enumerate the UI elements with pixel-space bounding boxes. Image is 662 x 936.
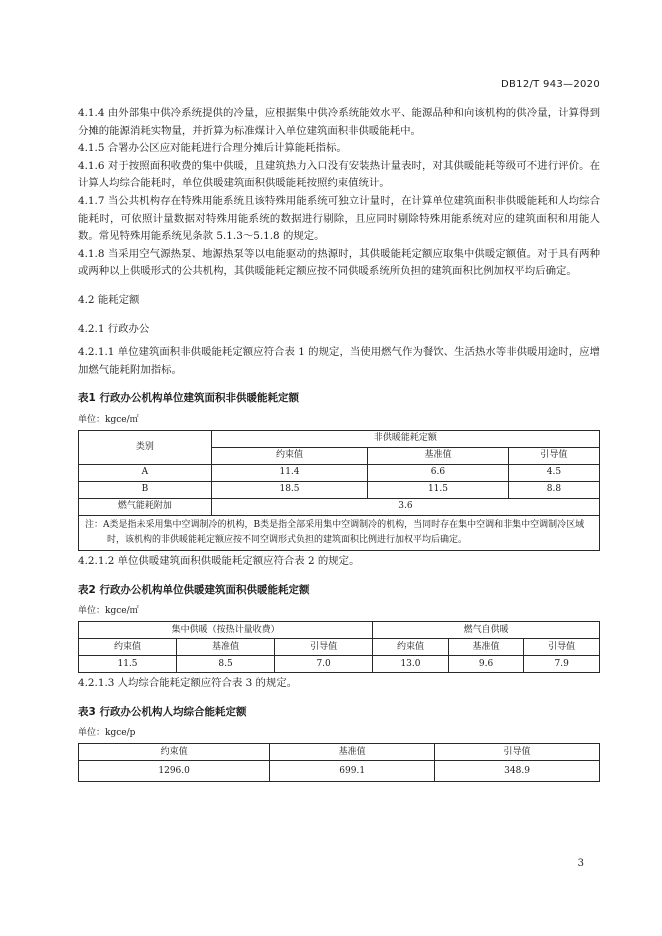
table2-group-header: 集中供暖（按热计量收费） (79, 622, 373, 639)
table2-header-col: 引导值 (524, 639, 600, 656)
table3-header-col: 基准值 (270, 744, 435, 761)
table-row (79, 656, 600, 673)
table1-header-col: 引导值 (508, 447, 599, 464)
table2-header-col: 约束值 (373, 639, 449, 656)
clause-4-1-5: 4.1.5 合署办公区应对能耗进行合理分摊后计算能耗指标。 (78, 142, 347, 155)
table1-cell: 11.5 (368, 481, 509, 498)
table2-group-header: 燃气自供暖 (373, 622, 600, 639)
table1-cell: 6.6 (368, 464, 509, 481)
table2-header-col: 引导值 (275, 639, 373, 656)
table2-title: 表2 行政办公机构单位供暖建筑面积供暖能耗定额 (78, 583, 310, 596)
clause-4-1-7: 4.1.7 当公共机构存在特殊用能系统且该特殊用能系统可独立计量时，在计算单位建筑面积非供暖能耗和人均综合能耗时，可依照计量数据对特殊用能系统的数据进行剔除，且应同时剔除特殊用能系统对应的建筑面积和用能人数。常见特殊用能系统见条款 5.1.3～5.1.8 的规定。 (78, 194, 600, 243)
table1-header-group: 非供暖能耗定额 (211, 430, 599, 447)
table2-header-col: 约束值 (79, 639, 177, 656)
clause-4-1-8: 4.1.8 当采用空气源热泵、地源热泵等以电能驱动的热源时，其供暖能耗定额应取集中供暖定额值。对于具有两种或两种以上供暖形式的公共机构，其供暖能耗定额应按不同供暖系统所负担的建筑面积比例加权平均后确定。 (78, 247, 600, 278)
table1-cell: 8.8 (508, 481, 599, 498)
table-row (79, 761, 600, 782)
table1 (78, 430, 600, 551)
table2-unit: 单位：kgce/㎡ (78, 606, 139, 617)
table3-cell: 699.1 (270, 761, 435, 782)
table1-cell: 18.5 (211, 481, 367, 498)
table-row (79, 498, 600, 515)
clause-4-2-1-2: 4.2.1.2 单位供暖建筑面积供暖能耗定额应符合表 2 的规定。 (78, 554, 360, 567)
table1-cell: 11.4 (211, 464, 367, 481)
table1-title: 表1 行政办公机构单位建筑面积非供暖能耗定额 (78, 392, 299, 405)
clause-4-1-6: 4.1.6 对于按照面积收费的集中供暖，且建筑热力入口没有安装热计量表时，对其供暖能耗等级可不进行评价。在计算人均综合能耗时，单位供暖建筑面积供暖能耗按照约束值统计。 (78, 159, 600, 190)
table3-cell: 348.9 (435, 761, 600, 782)
table1-header-col: 约束值 (211, 447, 367, 464)
table3 (78, 743, 600, 782)
table1-cell: 4.5 (508, 464, 599, 481)
section-heading-4-2: 4.2 能耗定额 (78, 293, 140, 306)
table2-header-col: 基准值 (448, 639, 524, 656)
table3-cell: 1296.0 (79, 761, 270, 782)
table3-header-col: 约束值 (79, 744, 270, 761)
table1-note: 注：A类是指未采用集中空调制冷的机构，B类是指全部采用集中空调制冷的机构，当同时存在集中空调和非集中空调制冷区域时，该机构的非供暖能耗定额应按不同空调形式负担的建筑面积比例进行加权平均后确定。 (85, 519, 585, 545)
document-body (78, 105, 600, 782)
table2-header-col: 基准值 (177, 639, 275, 656)
table1-note-cell (79, 515, 600, 550)
table3-unit: 单位：kgce/p (78, 728, 136, 739)
table1-row-label: B (79, 481, 212, 498)
table2-cell: 11.5 (79, 656, 177, 673)
clause-4-1-4: 4.1.4 由外部集中供冷系统提供的冷量，应根据集中供冷系统能效水平、能源品种和向该机构的供冷量，计算得到分摊的能源消耗实物量，并折算为标准煤计入单位建筑面积非供暖能耗中。 (78, 107, 600, 137)
page-number: 3 (577, 858, 584, 869)
table1-gas-value: 3.6 (211, 498, 599, 515)
table1-gas-label: 燃气能耗附加 (79, 498, 212, 515)
table3-header-col: 引导值 (435, 744, 600, 761)
table3-title: 表3 行政办公机构人均综合能耗定额 (78, 705, 247, 718)
table1-header-col: 基准值 (368, 447, 509, 464)
clause-4-2-1-1: 4.2.1.1 单位建筑面积非供暖能耗定额应符合表 1 的规定，当使用燃气作为餐饮、生活热水等非供暖用途时，应增加燃气能耗附加指标。 (78, 346, 600, 376)
standard-code: DB12/T 943—2020 (501, 79, 600, 90)
table1-header-category: 类别 (79, 430, 212, 464)
table2-cell: 7.0 (275, 656, 373, 673)
table1-row-label: A (79, 464, 212, 481)
section-heading-4-2-1: 4.2.1 行政办公 (78, 322, 150, 335)
table2 (78, 621, 600, 673)
table-row (79, 481, 600, 498)
table2-cell: 13.0 (373, 656, 449, 673)
table2-cell: 8.5 (177, 656, 275, 673)
clause-4-2-1-3: 4.2.1.3 人均综合能耗定额应符合表 3 的规定。 (78, 677, 298, 690)
table1-unit: 单位：kgce/㎡ (78, 414, 139, 425)
table2-cell: 9.6 (448, 656, 524, 673)
table-row (79, 464, 600, 481)
table2-cell: 7.9 (524, 656, 600, 673)
